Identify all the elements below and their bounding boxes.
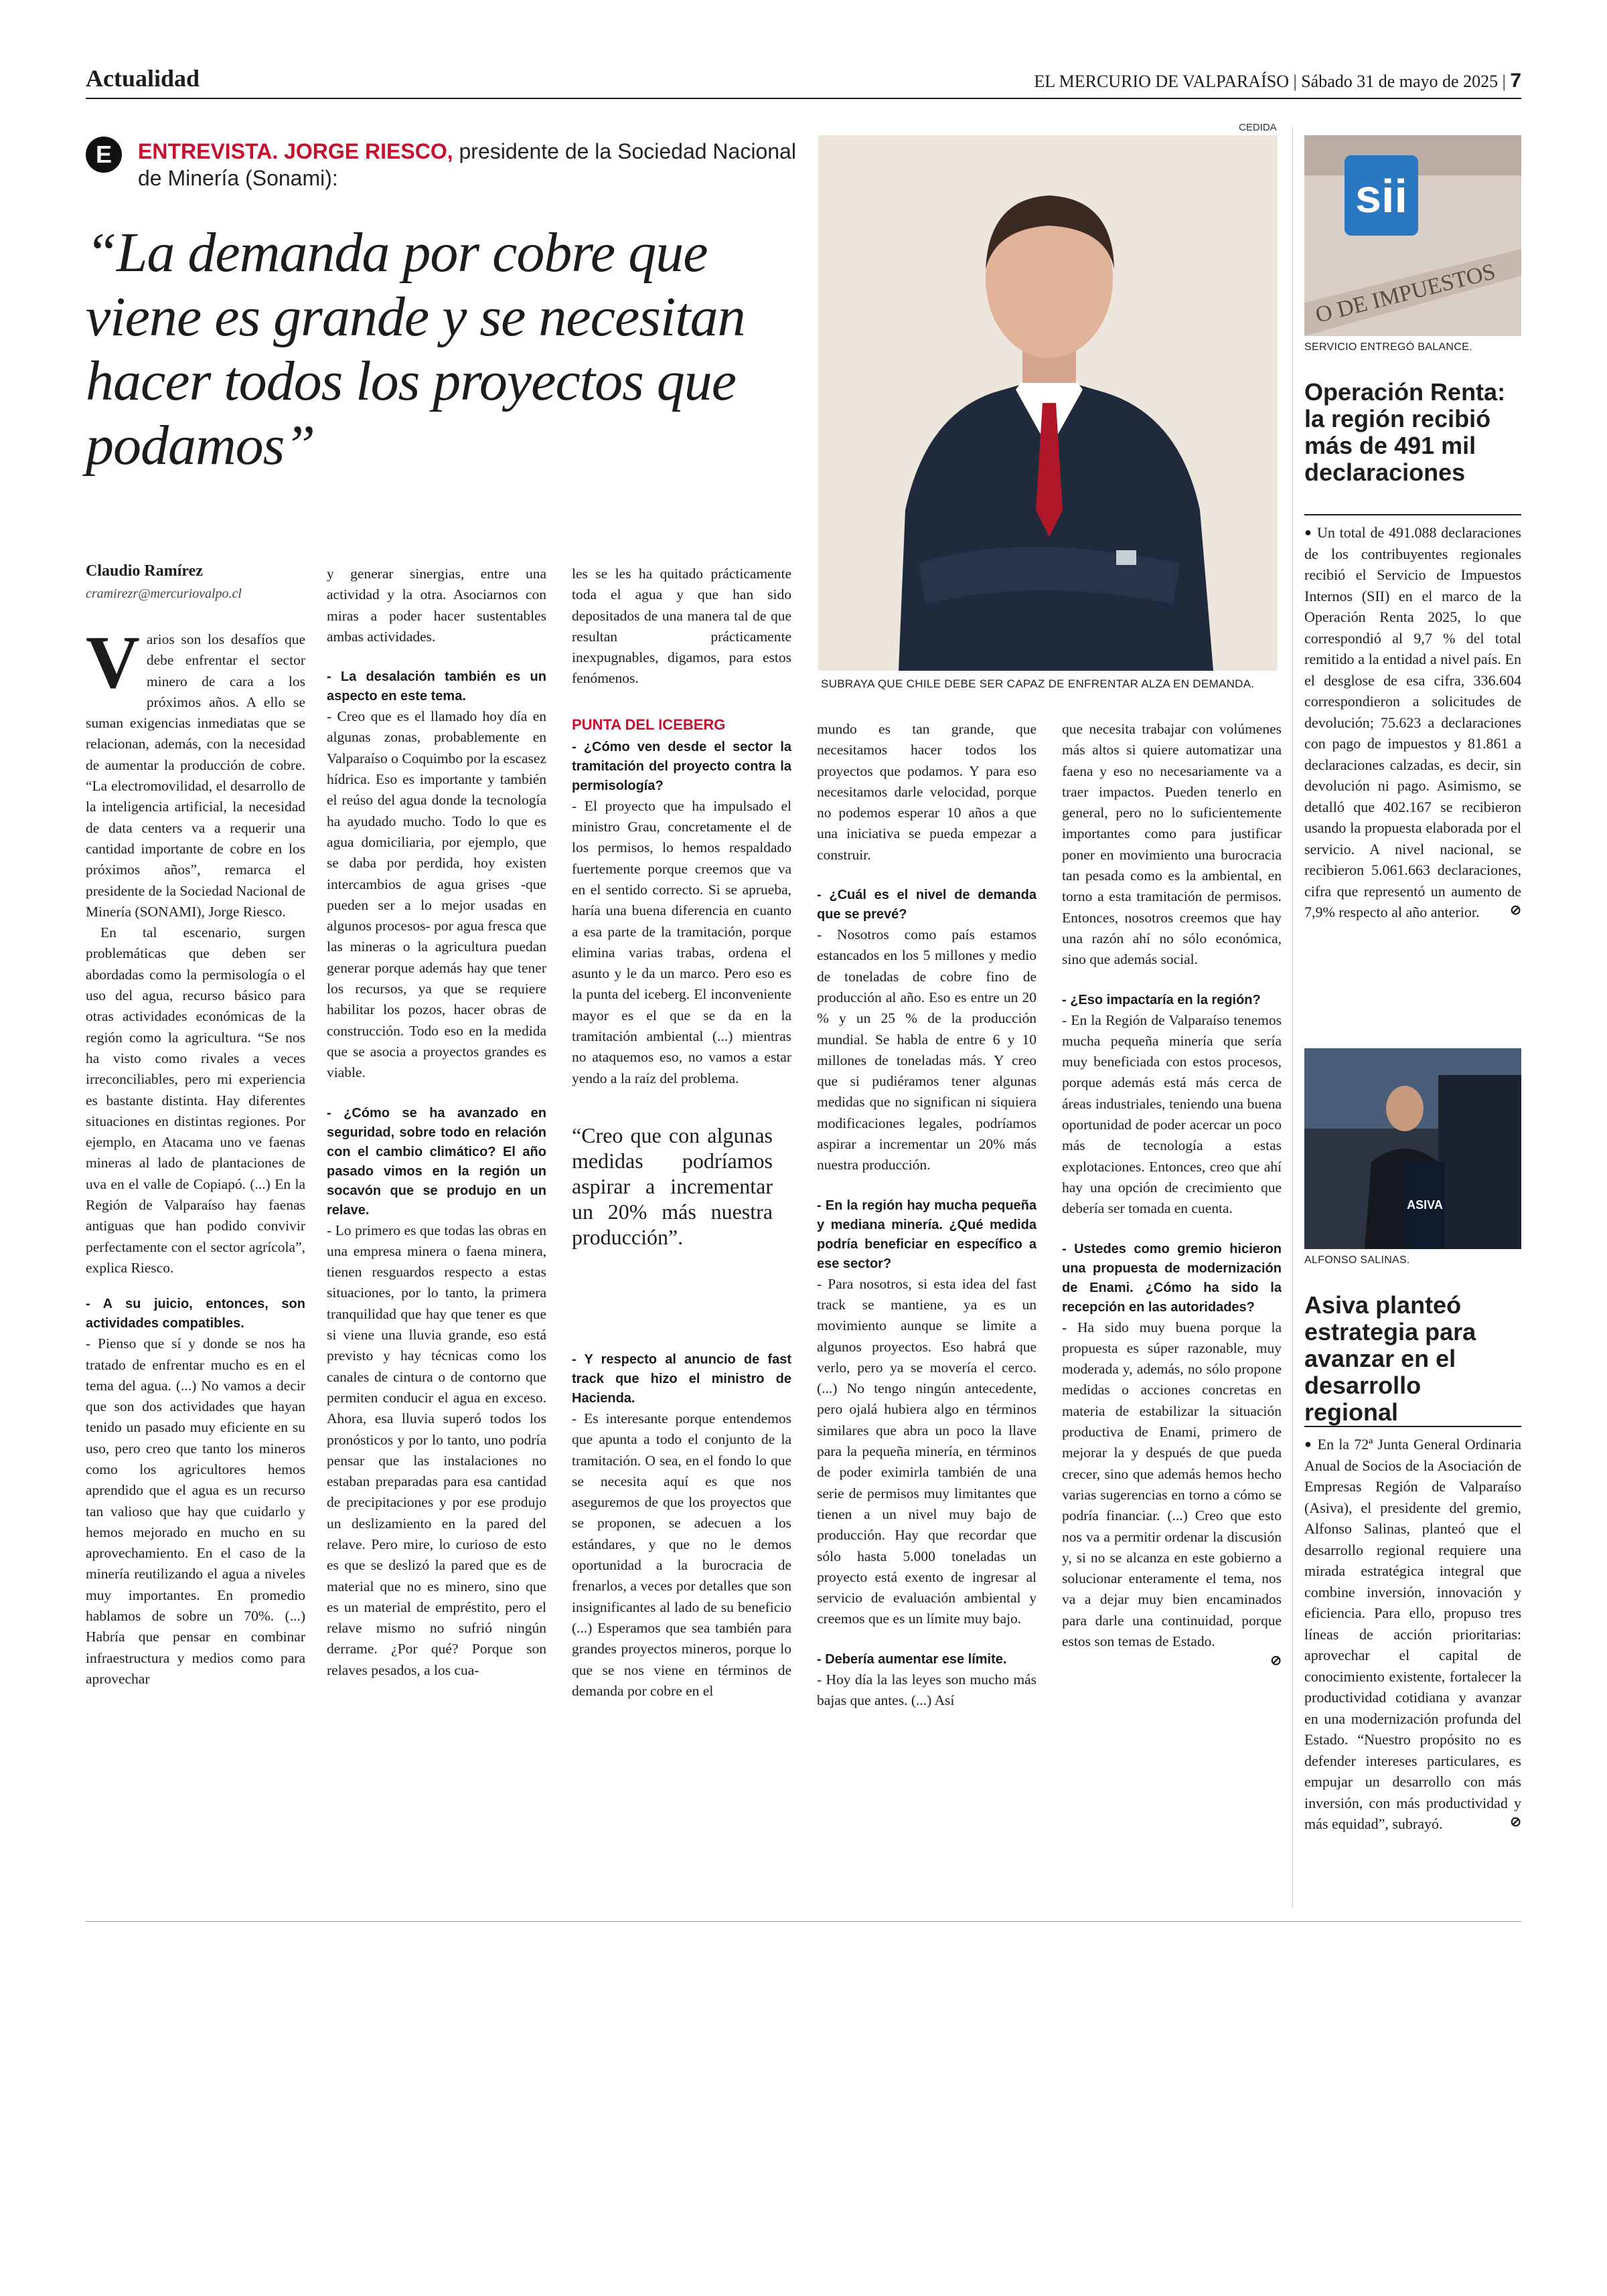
sidebar-text-1: Un total de 491.088 declaraciones de los contribuyentes regionales recibió el Servicio de Impuestos Internos (SII) en el marco de la Operación Renta 2025, lo que correspondió al 9,7 % del total remitido a la entidad a nivel país. En el desglose de esa cifra, 336.604 correspondieron a solicitudes de devolución; 75.623 a declaraciones con pago de impuestos y 81.861 a declaraciones calzadas, es decir, sin devolución ni pago. Asimismo, se detalló que 402.167 se recibieron usando la propuesta elaborada por el servicio. A nivel nacional, se recibieron 5.061.663 declaraciones, cifra que representó un aumento de 7,9% respecto al año anterior. bbox=[1304, 524, 1521, 920]
byline-email: cramirezr@mercuriovalpo.cl bbox=[86, 586, 242, 601]
paragraph-2: En tal escenario, surgen problemáticas que deben ser abordadas como la permisología o el uso del agua, recurso básico para otras actividades económicas de la región como la agricultura. “Se nos ha visto como rivales a veces irreconciliables, pero mi experiencia es bastante distinta. Hay diferentes situaciones en distintas regiones. Por ejemplo, en Atacama uno ve faenas mineras al lado de plantaciones de uva en el valle de Copiapó. (...) En la Región de Valparaíso hay faenas antiguas que han podido convivir perfectamente con el sector agrícola”, explica Riesco. bbox=[86, 924, 305, 1276]
question-2: - La desalación también es un aspecto en este tema. bbox=[327, 669, 546, 704]
answer-1-cont: y generar sinergias, entre una actividad y la otra. Asociarnos con miras a poder hacer sustentables ambas actividades. bbox=[327, 566, 546, 645]
headline: “La demanda por cobre que viene es grande y se necesitan hacer todos los proyectos que podamos” bbox=[86, 222, 745, 477]
answer-4: - El proyecto que ha impulsado el ministro Grau, concretamente el de los permisos, lo hemos respaldado fuertemente porque creemos que va en el sentido correcto. Si se aprueba, haría una buena diferencia en cuanto a esa parte de la tramitación, porque elimina varias trabas, ordena el asunto y le da un marco. Pero eso es la punta del iceberg. El inconveniente mayor es el que se da en la tramitación ambiental (...) mientras no ataquemos eso, no vamos a estar yendo a la raíz del problema. bbox=[572, 797, 791, 1086]
answer-9: - En la Región de Valparaíso tenemos mucha pequeña minería que sería muy beneficiada con estos procesos, porque además está más cerca de áreas industriales, teniendo una buena oportunidad de poder acercar un poco más de tecnología a estas explotaciones. Entonces, creo que ahí hay una opción de crecimiento que debería ser tomada en cuenta. bbox=[1062, 1011, 1282, 1217]
bullet-icon: ● bbox=[1304, 525, 1313, 539]
sidebar-body-2 bbox=[1304, 1426, 1521, 1835]
kicker-rest: presidente de la Sociedad Nacional de Minería (Sonami): bbox=[138, 139, 796, 190]
asiva-stage-illustration bbox=[1304, 1048, 1521, 1249]
question-1: - A su juicio, entonces, son actividades compatibles. bbox=[86, 1297, 305, 1331]
answer-7: - Para nosotros, si esta idea del fast track se mantiene, ya es un movimiento aunque se limite a algunos proyectos. Eso habrá que verlo, pero ya se movería el cerco. (...) No tengo ningún antecedente, pero ojalá hubiera algo en términos similares que abra un poco la llave para la pequeña minería, en términos de poder eximirla también de una serie de permisos muy limitantes que tienen a un nivel muy bajo de producción. Hay que recordar que sólo hasta 5.000 toneladas un proyecto está exento de ingresar al servicio de evaluación ambiental y creemos que es un límite muy bajo. bbox=[817, 1275, 1037, 1627]
photo-caption: SUBRAYA QUE CHILE DEBE SER CAPAZ DE ENFRENTAR ALZA EN DEMANDA. bbox=[821, 677, 1255, 690]
question-10: - Ustedes como gremio hicieron una propuesta de modernización de Enami. ¿Cómo ha sido la recepción en las autoridades? bbox=[1062, 1241, 1282, 1315]
sii-photo-caption: SERVICIO ENTREGÓ BALANCE. bbox=[1304, 341, 1472, 353]
answer-2: - Creo que es el llamado hoy día en algunas zonas, probablemente en Valparaíso o Coquimbo por la escasez hídrica. Eso es importante y también el reúso del agua donde la tecnología ha ayudado mucho. Todo lo que es agua domiciliaria, por ejemplo, que se daba por perdida, hoy existen intercambios de agua grises -que pueden ser a lo mejor usadas en algunos procesos- por agua fresca que las mineras o la agricultura puedan generar porque además hay que tener los recursos, ya que se requiere habilitar los pozos, hacer obras de construcción. Todo eso en la medida que se asocia a proyectos grandes es viable. bbox=[327, 708, 546, 1081]
question-3: - ¿Cómo se ha avanzado en seguridad, sobre todo en relación con el cambio climático? El año pasado vimos en la región un socavón que se produjo en un relave. bbox=[327, 1105, 546, 1218]
publication-date: Sábado 31 de mayo de 2025 bbox=[1301, 72, 1499, 91]
article-column-5 bbox=[1062, 719, 1282, 1904]
section-label: Actualidad bbox=[86, 65, 200, 92]
question-6: - ¿Cuál es el nivel de demanda que se prevé? bbox=[817, 888, 1037, 922]
sii-sign-illustration bbox=[1304, 135, 1521, 336]
article-column-1 bbox=[86, 629, 305, 1901]
end-mark-icon: ⊘ bbox=[1510, 903, 1521, 918]
question-8: - Debería aumentar ese límite. bbox=[817, 1651, 1007, 1667]
article-column-3 bbox=[572, 564, 791, 1902]
answer-5: - Es interesante porque entendemos que apunta a todo el conjunto de la tramitación. O sea, en el fondo lo que se necesita aquí es que nos aseguremos de que los proyectos que se proponen, se adecuen a los estándares, y que no le demos oportunidad a la burocracia de frenarlos, a veces por detalles que son insignificantes al lado de su beneficio (...) Esperamos que sea también para grandes proyectos mineros, porque lo que se nos viene en términos de demanda por cobre en el bbox=[572, 1410, 791, 1699]
subhead: PUNTA DEL ICEBERG bbox=[572, 716, 726, 733]
sidebar-headline-1: Operación Renta: la región recibió más de 491 mil declaraciones bbox=[1304, 378, 1506, 486]
question-5: - Y respecto al anuncio de fast track que hizo el ministro de Hacienda. bbox=[572, 1351, 791, 1406]
answer-3-cont: les se les ha quitado prácticamente toda el agua y que han sido depositados de una manera tal de que resultan prácticamente inexpugnables, digamos, para estos fenómenos. bbox=[572, 566, 791, 687]
podium-text: ASIVA bbox=[1407, 1198, 1443, 1212]
asiva-photo bbox=[1304, 1048, 1521, 1249]
page-number: 7 bbox=[1510, 70, 1521, 92]
drop-cap: V bbox=[86, 629, 140, 704]
question-7: - En la región hay mucha pequeña y mediana minería. ¿Qué medida podría beneficiar en específico a ese sector? bbox=[817, 1198, 1037, 1271]
asiva-photo-caption: ALFONSO SALINAS. bbox=[1304, 1254, 1410, 1266]
pull-quote: “Creo que con algunas medidas podríamos aspirar a incrementar un 20% más nuestra producción”. bbox=[572, 1123, 773, 1249]
bullet-icon: ● bbox=[1304, 1437, 1313, 1451]
paragraph-intro: arios son los desafíos que debe enfrentar el sector minero de cara a los próximos años. A ello se suman exigencias inmediatas que se relacionan, además, con la necesidad de aumentar la producción de cobre. “La electromovilidad, el desarrollo de la inteligencia artificial, la necesidad de data centers va a requerir una cantidad importante de cobre en los próximos años”, remarca el presidente de la Sociedad Nacional de Minería (SONAMI), Jorge Riesco. bbox=[86, 631, 305, 920]
sii-sign-text: O DE IMPUESTOS bbox=[1312, 259, 1498, 328]
kicker-name: JORGE RIESCO, bbox=[284, 139, 453, 163]
answer-8: - Hoy día la las leyes son mucho más bajas que antes. (...) Así bbox=[817, 1671, 1037, 1708]
interview-badge: E bbox=[86, 137, 122, 173]
question-9: - ¿Eso impactaría en la región? bbox=[1062, 992, 1261, 1007]
publication-name: EL MERCURIO DE VALPARAÍSO bbox=[1034, 72, 1289, 91]
answer-3: - Lo primero es que todas las obras en una empresa minera o faena minera, tienen resguardos respecto a estas situaciones, por lo tanto, la primera tranquilidad que hay que tener es que si viene una lluvia grande, eso está previsto y hay técnicas como los canales de cintura o de contorno que permiten conducir el agua en exceso. Ahora, esa lluvia superó todos los pronósticos y por lo tanto, uno podría pensar que las instalaciones no estaban preparadas para esa cantidad de precipitaciones y por ese produjo un deslizamiento en la pared del relave. Pero mire, lo curioso de esto es que se deslizó la pared que es de material que no es minero, sino que es un material de empréstito, pero el relave mismo no sufrió ningún derrame. ¿Por qué? Porque son relaves pesados, a los cua- bbox=[327, 1222, 546, 1678]
byline: Claudio Ramírez bbox=[86, 562, 203, 580]
answer-6: - Nosotros como país estamos estancados en los 5 millones y medio de toneladas de cobre fino de producción al año. Eso es entre un 20 % y un 25 % de la producción mundial. Se habla de entre 6 y 10 millones de toneladas más. Y creo que si pudiéramos tener algunas medidas que no significan ni siquiera modificaciones legales, podríamos aspirar a incrementar un 20% más nuestra producción. bbox=[817, 926, 1037, 1173]
answer-5-cont: mundo es tan grande, que necesitamos hacer todos los proyectos que podamos. Y para eso necesitamos darle velocidad, porque no podemos esperar 10 años a que una iniciativa se pueda empezar a construir. bbox=[817, 721, 1037, 863]
end-mark-icon: ⊘ bbox=[1510, 1815, 1521, 1829]
kicker-label: ENTREVISTA. bbox=[138, 139, 279, 163]
footer-rule bbox=[86, 1921, 1521, 1922]
sii-logo-text: sii bbox=[1355, 170, 1407, 222]
portrait-illustration bbox=[818, 135, 1278, 671]
answer-1: - Pienso que sí y donde se nos ha tratado de enfrentar mucho es en el tema del agua. (...) No vamos a decir que son dos actividades que hayan tenido un pasado muy eficiente en su uso, pero creo que tanto los mineros como los agricultores hemos aprendido que el agua es un recurso tan valioso que hay que cuidarlo y hemos mejorado en mucho en su aprovechamiento. En el caso de la minería reutilizando el agua a niveles muy importantes. En promedio hablamos de sobre un 70%. (...) Habría que pensar en combinar infraestructura y medios como para aprovechar bbox=[86, 1335, 305, 1687]
sii-photo bbox=[1304, 135, 1521, 336]
sidebar-text-2: En la 72ª Junta General Ordinaria Anual de Socios de la Asociación de Empresas Región de Valparaíso (Asiva), el presidente del gremio, Alfonso Salinas, planteó que el desarrollo regional requiere una mirada estratégica integral que combine inversión, innovación y eficiencia. Para ello, propuso tres líneas de acción prioritarias: aprovechar el capital de conocimiento existente, fortalecer la productividad cotidiana y avanzar en una modernización profunda del Estado. “Nuestro propósito no es defender intereses particulares, es empujar un desarrollo con más inversión, con más productividad y más equidad”, subrayó. bbox=[1304, 1436, 1521, 1832]
sidebar-body-1 bbox=[1304, 514, 1521, 923]
answer-8-cont: que necesita trabajar con volúmenes más altos si quiere automatizar una faena y eso no necesariamente va a traer impactos. Pueden tenerlo en general, pero no lo suficientemente importantes como para justificar poner en movimiento una burocracia tan pesada como es la ambiental, en torno a esta tramitación de permisos. Entonces, nosotros creemos que hay una razón ahí no sólo económica, sino que además social. bbox=[1062, 721, 1282, 968]
article-column-2 bbox=[327, 564, 546, 1902]
article-column-4 bbox=[817, 719, 1037, 1904]
end-mark-icon: ⊘ bbox=[1270, 1653, 1282, 1669]
portrait-photo bbox=[818, 135, 1278, 671]
answer-10: - Ha sido muy buena porque la propuesta es súper razonable, muy moderada y, además, no sólo propone medidas o acciones concretas en materia de estabilizar la situación productiva de Enami, primero de mejorar la y después de que pueda crecer, sino que además hemos hecho varias sugerencias en torno a cómo se podría financiar. (...) Creo que esto nos va a permitir ordenar la discusión y, si no se alcanza en este gobierno a solucionar enteramente el tema, nos va a dejar muy bien encaminados para darle una continuidad, porque estos son temas de Estado. bbox=[1062, 1319, 1282, 1649]
header-rule bbox=[86, 98, 1521, 99]
question-4: - ¿Cómo ven desde el sector la tramitación del proyecto contra la permisología? bbox=[572, 739, 791, 793]
sidebar-divider bbox=[1292, 127, 1293, 1908]
kicker bbox=[138, 138, 808, 191]
photo-credit: CEDIDA bbox=[1239, 122, 1277, 133]
page-header: EL MERCURIO DE VALPARAÍSO | Sábado 31 de mayo de 2025 | 7 bbox=[1034, 70, 1521, 92]
sidebar-headline-2: Asiva planteó estrategia para avanzar en el desarrollo regional bbox=[1304, 1291, 1476, 1426]
